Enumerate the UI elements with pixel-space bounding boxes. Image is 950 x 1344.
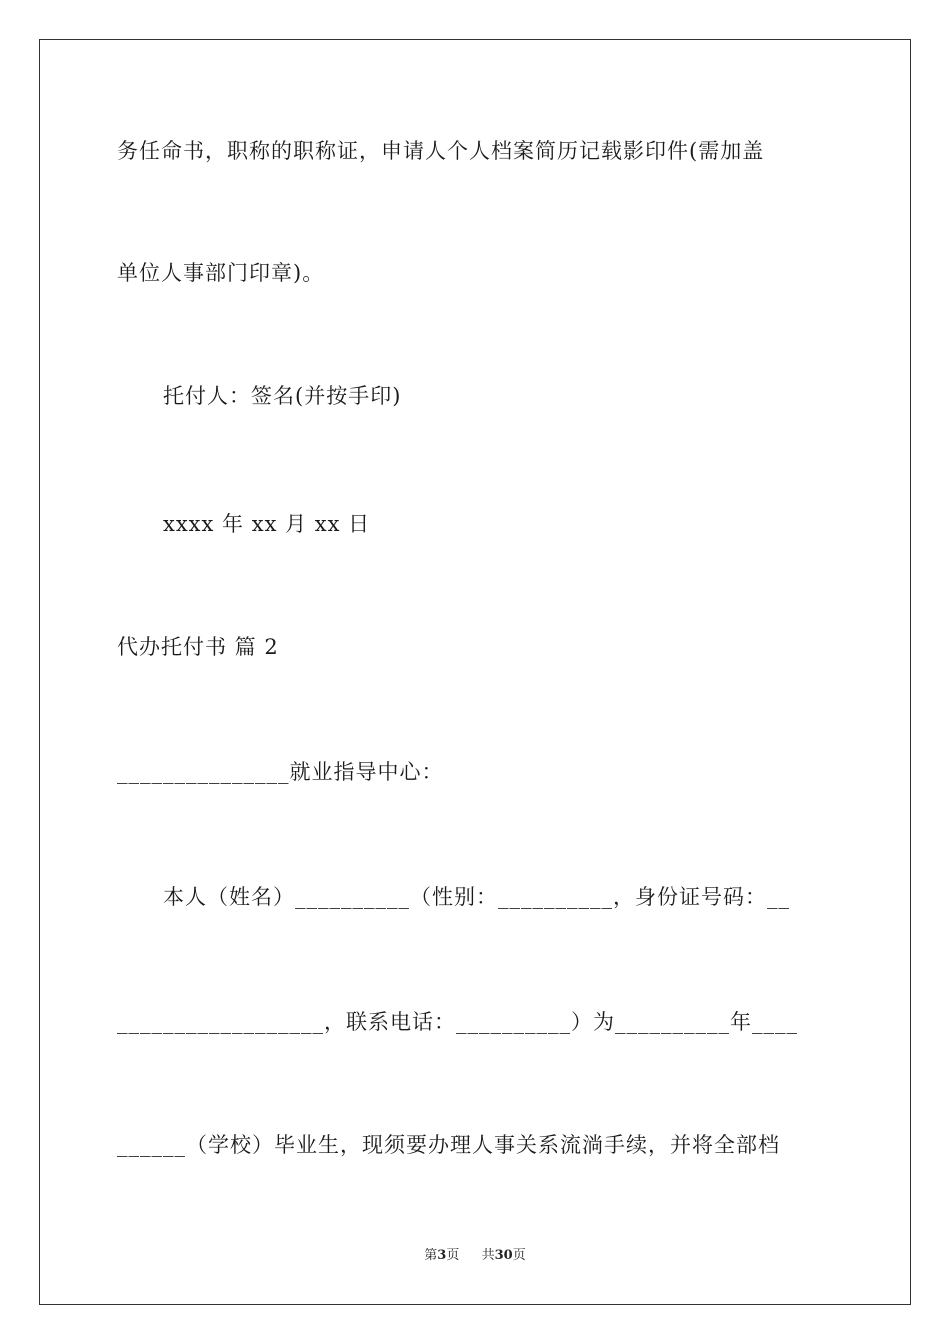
- body-line-7: 本人（姓名）__________（性别：__________，身份证号码：__: [163, 885, 790, 909]
- body-line-2: 单位人事部门印章)。: [117, 261, 325, 285]
- signature-line: 托付人：签名(并按手印): [163, 384, 402, 408]
- footer-page-number: 3: [437, 1248, 447, 1263]
- body-line-8: __________________，联系电话：__________）为__________年____: [117, 1010, 798, 1034]
- page-border: [39, 39, 911, 1305]
- footer-total-suffix: 页: [512, 1248, 526, 1263]
- footer-total-prefix: 共: [481, 1248, 495, 1263]
- footer-total-number: 30: [494, 1248, 513, 1263]
- body-line-1: 务任命书，职称的职称证，申请人个人档案简历记载影印件(需加盖: [117, 139, 765, 163]
- section-heading: 代办托付书 篇 2: [117, 635, 279, 659]
- page-footer: [0, 1247, 950, 1265]
- footer-page-suffix: 页: [446, 1248, 460, 1263]
- addressee-line: _______________就业指导中心：: [117, 760, 444, 784]
- date-line: xxxx 年 xx 月 xx 日: [163, 512, 371, 536]
- body-line-9: ______（学校）毕业生，现须要办理人事关系流淌手续，并将全部档: [117, 1133, 780, 1157]
- footer-page-prefix: 第: [424, 1248, 438, 1263]
